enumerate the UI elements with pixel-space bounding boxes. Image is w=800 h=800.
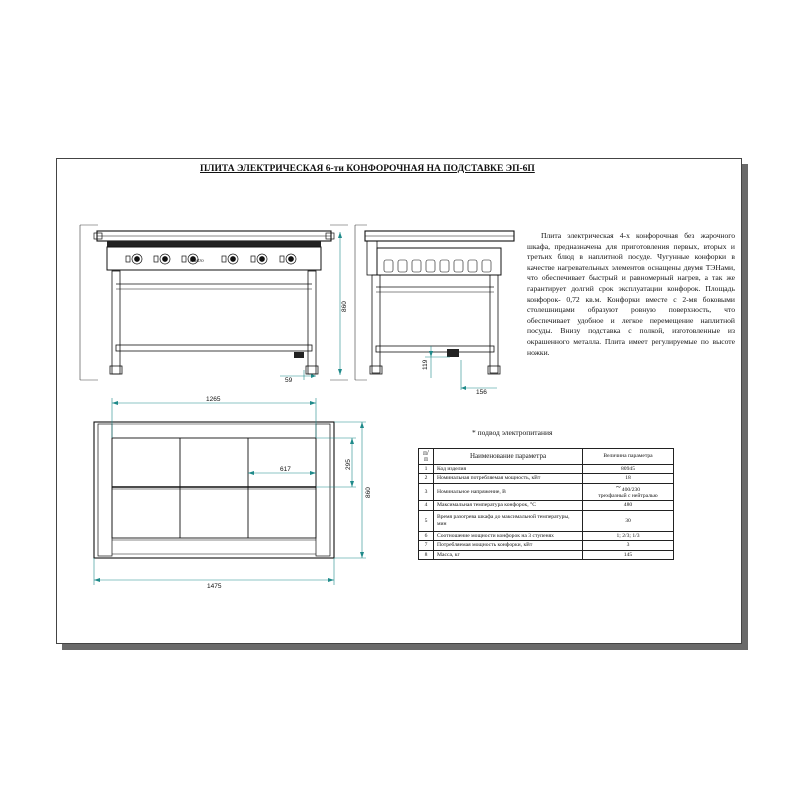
burner-knob-icon <box>126 254 142 264</box>
ac-tilde-icon: ~ <box>615 481 621 492</box>
row-num: 5 <box>419 510 434 531</box>
vent-slot <box>440 260 449 272</box>
front-view <box>80 225 348 380</box>
table-row <box>419 474 674 483</box>
top-view <box>94 422 334 558</box>
row-value: 1; 2/3; 1/3 <box>583 531 674 540</box>
row-value-top: 400/230 <box>621 486 641 493</box>
row-name: Время разогрева шкафа до максимальной температуры, мин <box>434 510 583 531</box>
product-description: Плита электрическая 4-х конфорочная без жарочного шкафа, предназначена для приготовления первых, вторых и третьих блюд в наплитной посуде. Чугунные конфорки в качестве нагревательных элементов оснащены двумя ТЭНами, что обеспечивает быстрый и равномерный нагрев, а так же гарантирует долгий срок эксплуатации конфорок. Площадь конфорок- 0,72 кв.м. Конфорки вместе с 2-мя боковыми столешницами образуют ровную поверхность, что обеспечивает удобное и легкое перемещение наплитной посуды. Внизу подставка с полкой, изготовленные из окрашенного металла. Плита имеет регулируемые по высоте ножки. <box>527 231 735 357</box>
row-name: Потребляемая мощность конфорки, кВт <box>434 541 583 550</box>
header-name: Наименование параметра <box>434 449 583 465</box>
row-num: 2 <box>419 474 434 483</box>
row-value: 480 <box>583 501 674 510</box>
row-value: 30 <box>583 510 674 531</box>
brand-mark: Gastro <box>190 259 204 264</box>
table-row <box>419 464 674 473</box>
row-value: 145 <box>583 550 674 559</box>
spec-table <box>418 448 674 560</box>
vent-slot <box>454 260 463 272</box>
row-num: 7 <box>419 541 434 550</box>
header-num: п/п <box>419 449 434 465</box>
vent-slot <box>412 260 421 272</box>
dim-top-inner-width: 1265 <box>206 396 221 403</box>
row-name: Номинальная потребляемая мощность, кВт <box>434 474 583 483</box>
vent-slot <box>426 260 435 272</box>
table-row <box>419 541 674 550</box>
dim-front-offset: 59 <box>285 377 293 384</box>
dim-top-overall-width: 1475 <box>207 583 222 590</box>
dim-front-height: 860 <box>341 301 348 312</box>
row-num: 1 <box>419 464 434 473</box>
row-name: Соотношение мощности конфорок на 3 ступенях <box>434 531 583 540</box>
table-row <box>419 501 674 510</box>
row-value: 3 <box>583 541 674 550</box>
vent-slot <box>398 260 407 272</box>
table-row <box>419 510 674 531</box>
burner-knob-icon <box>251 254 267 264</box>
table-row <box>419 483 674 501</box>
dim-side-offset: 156 <box>476 389 487 396</box>
row-num: 8 <box>419 550 434 559</box>
row-name: Максимальная температура конфорок, °С <box>434 501 583 510</box>
front-view-knobs <box>126 254 296 264</box>
row-name: Масса, кг <box>434 550 583 559</box>
row-name: Номинальное напряжение, В <box>434 483 583 501</box>
row-value: 80945 <box>583 464 674 473</box>
spec-table-header <box>419 449 674 465</box>
dim-side-height: 119 <box>422 359 429 370</box>
header-value: Величина параметра <box>583 449 674 465</box>
drawing-title: ПЛИТА ЭЛЕКТРИЧЕСКАЯ 6-ти КОНФОРОЧНАЯ НА ПОДСТАВКЕ ЭП-6П <box>200 164 535 174</box>
row-num: 3 <box>419 483 434 501</box>
row-num: 6 <box>419 531 434 540</box>
burner-knob-icon <box>154 254 170 264</box>
table-row <box>419 550 674 559</box>
row-value-bottom: трехфазный с нейтралью <box>598 493 658 500</box>
burner-knob-icon <box>280 254 296 264</box>
row-num: 4 <box>419 501 434 510</box>
row-value <box>583 483 674 501</box>
vent-slot <box>468 260 477 272</box>
vent-slot <box>384 260 393 272</box>
vent-slot <box>482 260 491 272</box>
power-supply-note: * подвод электропитания <box>472 428 553 437</box>
dim-top-depth-inner: 295 <box>345 459 352 470</box>
burner-knob-icon <box>222 254 238 264</box>
dim-top-depth: 860 <box>365 487 372 498</box>
row-name: Код изделия <box>434 464 583 473</box>
row-value: 18 <box>583 474 674 483</box>
dim-top-burner: 617 <box>280 466 291 473</box>
table-row <box>419 531 674 540</box>
